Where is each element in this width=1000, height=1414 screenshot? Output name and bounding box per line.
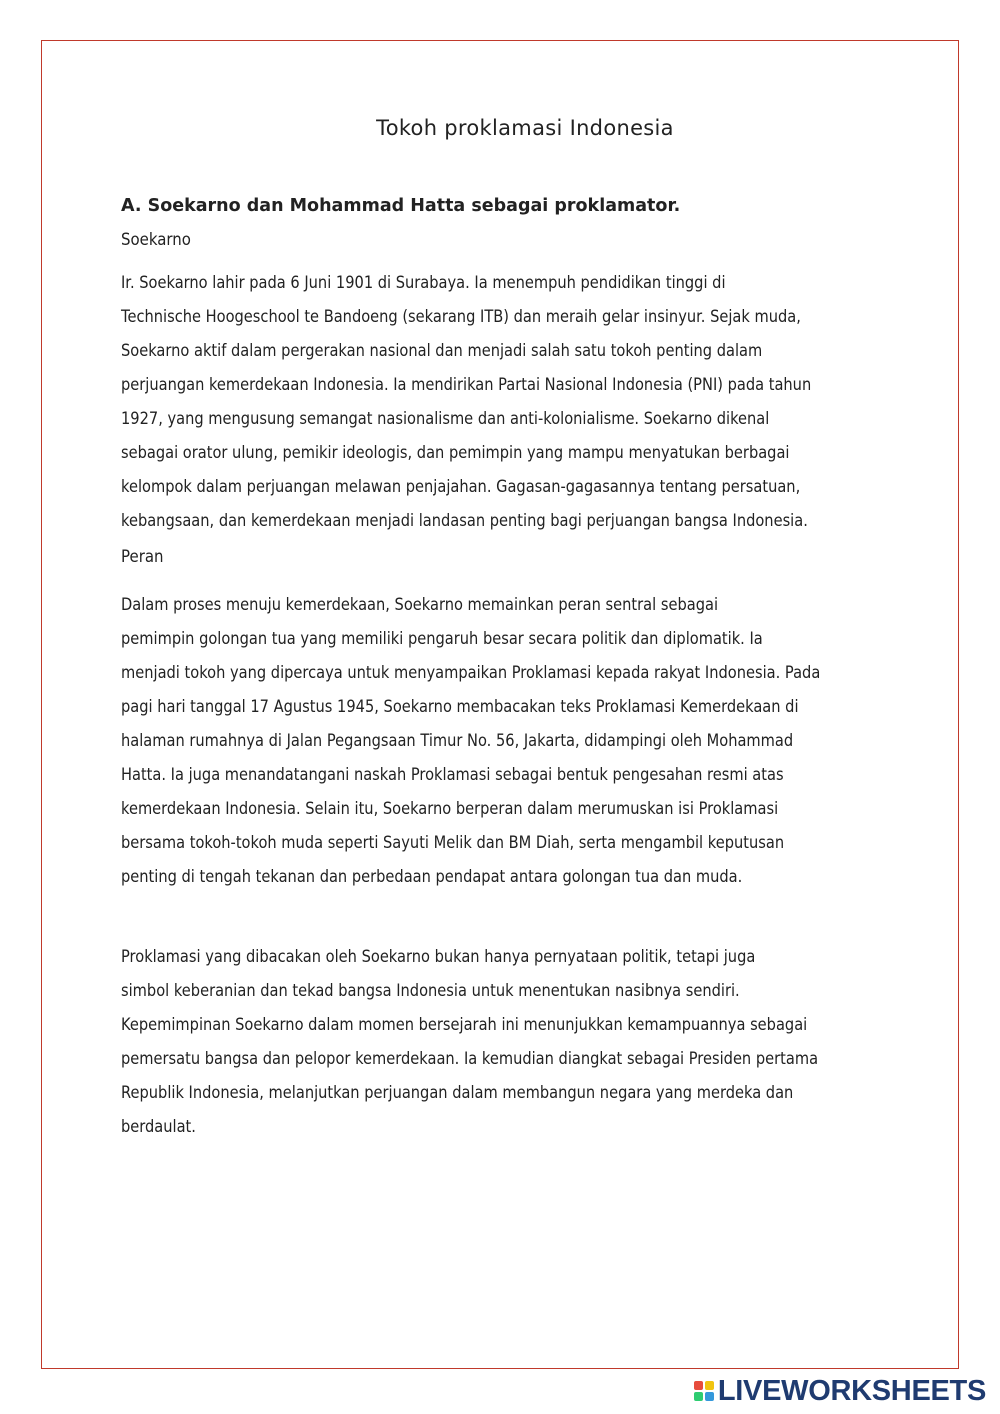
text-line: pemimpin golongan tua yang memiliki pengaruh besar secara politik dan diplomatik. Ia — [121, 629, 763, 649]
text-line: Republik Indonesia, melanjutkan perjuangan dalam membangun negara yang merdeka dan — [121, 1083, 794, 1103]
text-line: berdaulat. — [121, 1117, 196, 1137]
text-line: perjuangan kemerdekaan Indonesia. Ia mendirikan Partai Nasional Indonesia (PNI) pada tahun — [121, 375, 812, 395]
text-line: pagi hari tanggal 17 Agustus 1945, Soekarno membacakan teks Proklamasi Kemerdekaan di — [121, 697, 799, 717]
text-line: sebagai orator ulung, pemikir ideologis, dan pemimpin yang mampu menyatukan berbagai — [121, 443, 790, 463]
liveworksheets-wordmark: LIVEWORKSHEETS — [717, 1374, 986, 1407]
text-line: menjadi tokoh yang dipercaya untuk menyampaikan Proklamasi kepada rakyat Indonesia. Pada — [121, 663, 821, 683]
text-line: 1927, yang mengusung semangat nasionalisme dan anti-kolonialisme. Soekarno dikenal — [121, 409, 770, 429]
text-line: Proklamasi yang dibacakan oleh Soekarno bukan hanya pernyataan politik, tetapi juga — [121, 947, 756, 967]
text-line: bersama tokoh-tokoh muda seperti Sayuti Melik dan BM Diah, serta mengambil keputusan — [121, 833, 785, 853]
text-line: Soekarno aktif dalam pergerakan nasional dan menjadi salah satu tokoh penting dalam — [121, 341, 763, 361]
text-line: halaman rumahnya di Jalan Pegangsaan Timur No. 56, Jakarta, didampingi oleh Mohammad — [121, 731, 794, 751]
liveworksheets-branding[interactable] — [694, 1374, 986, 1408]
logo-square-blue — [705, 1392, 714, 1401]
text-line: penting di tengah tekanan dan perbedaan pendapat antara golongan tua dan muda. — [121, 867, 743, 887]
paragraph-significance — [121, 940, 818, 1144]
text-line: Hatta. Ia juga menandatangani naskah Proklamasi sebagai bentuk pengesahan resmi atas — [121, 765, 784, 785]
logo-square-green — [694, 1392, 703, 1401]
label-peran: Peran — [121, 547, 164, 567]
label-soekarno: Soekarno — [121, 230, 191, 250]
page-title: Tokoh proklamasi Indonesia — [376, 116, 674, 140]
paragraph-biography — [121, 266, 811, 538]
text-line: kelompok dalam perjuangan melawan penjajahan. Gagasan-gagasannya tentang persatuan, — [121, 477, 801, 497]
liveworksheets-logo-icon — [694, 1381, 714, 1401]
text-line: simbol keberanian dan tekad bangsa Indonesia untuk menentukan nasibnya sendiri. — [121, 981, 740, 1001]
paragraph-role — [121, 588, 820, 894]
section-heading: A. Soekarno dan Mohammad Hatta sebagai proklamator. — [121, 196, 681, 216]
text-line: pemersatu bangsa dan pelopor kemerdekaan. Ia kemudian diangkat sebagai Presiden pertama — [121, 1049, 819, 1069]
text-line: kemerdekaan Indonesia. Selain itu, Soekarno berperan dalam merumuskan isi Proklamasi — [121, 799, 779, 819]
text-line: Kepemimpinan Soekarno dalam momen bersejarah ini menunjukkan kemampuannya sebagai — [121, 1015, 808, 1035]
text-line: Dalam proses menuju kemerdekaan, Soekarno memainkan peran sentral sebagai — [121, 595, 719, 615]
logo-square-red — [694, 1381, 703, 1390]
text-line: Technische Hoogeschool te Bandoeng (sekarang ITB) dan meraih gelar insinyur. Sejak muda, — [121, 307, 801, 327]
logo-square-yellow — [705, 1381, 714, 1390]
text-line: Ir. Soekarno lahir pada 6 Juni 1901 di Surabaya. Ia menempuh pendidikan tinggi di — [121, 273, 726, 293]
text-line: kebangsaan, dan kemerdekaan menjadi landasan penting bagi perjuangan bangsa Indonesia. — [121, 511, 808, 531]
